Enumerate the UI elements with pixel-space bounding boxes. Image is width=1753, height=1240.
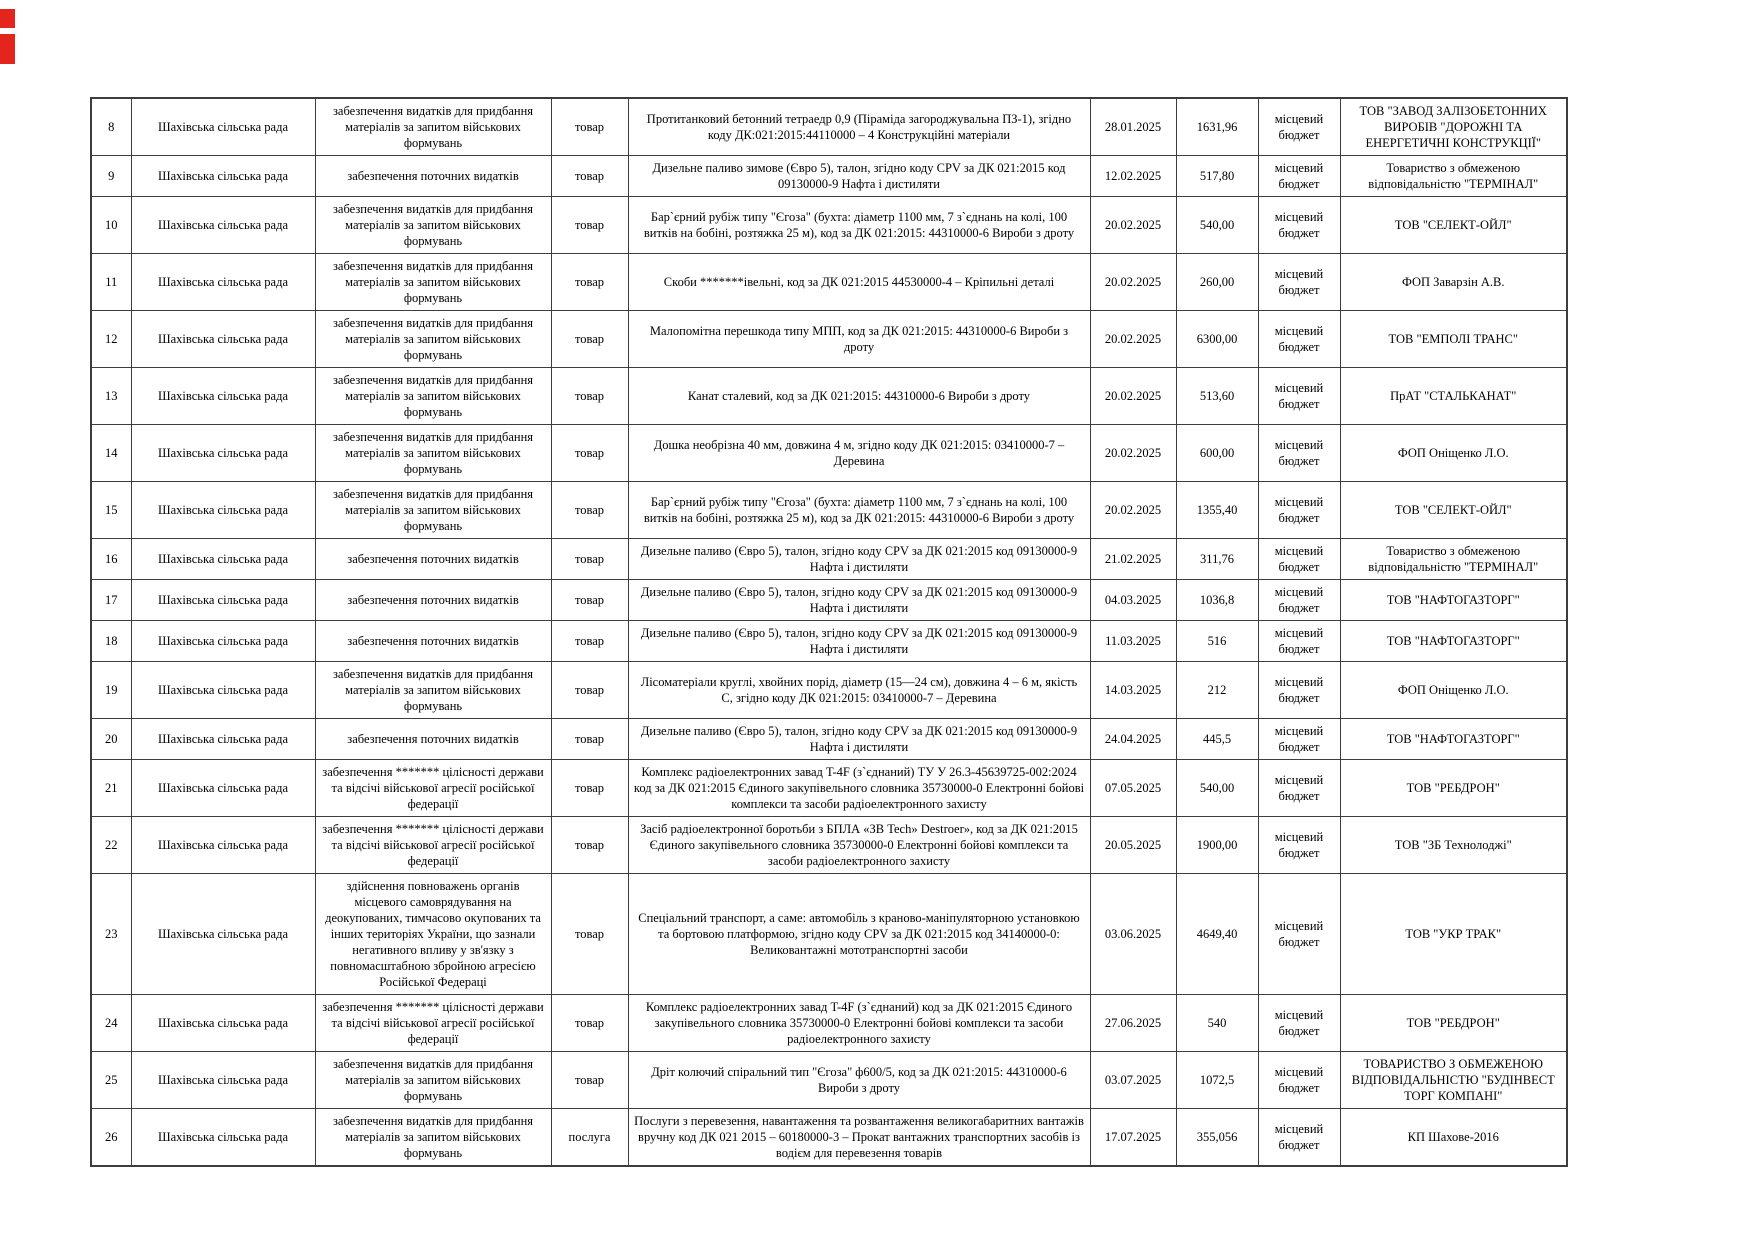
cell-date: 28.01.2025 <box>1090 98 1176 156</box>
cell-budget: місцевий бюджет <box>1258 874 1340 995</box>
table-row <box>91 760 1567 817</box>
cell-description: Комплекс радіоелектронних завад T-4F (з`єднаний) ТУ У 26.3-45639725-002:2024 код за ДК 021:2015 Єдиного закупівельного словника 35730000-0 Електронні бойові комплекси та засоби радіоелектронного захисту <box>628 760 1090 817</box>
cell-row-number: 10 <box>91 197 131 254</box>
cell-amount: 355,056 <box>1176 1109 1258 1167</box>
cell-amount: 1355,40 <box>1176 482 1258 539</box>
cell-row-number: 24 <box>91 995 131 1052</box>
cell-supplier: ФОП Оніщенко Л.О. <box>1340 425 1567 482</box>
table-row <box>91 580 1567 621</box>
cell-date: 24.04.2025 <box>1090 719 1176 760</box>
cell-row-number: 20 <box>91 719 131 760</box>
cell-organization: Шахівська сільська рада <box>131 874 315 995</box>
cell-type: товар <box>551 197 628 254</box>
cell-organization: Шахівська сільська рада <box>131 156 315 197</box>
cell-row-number: 15 <box>91 482 131 539</box>
cell-organization: Шахівська сільська рада <box>131 425 315 482</box>
cell-amount: 1900,00 <box>1176 817 1258 874</box>
cell-supplier: ПрАТ "СТАЛЬКАНАТ" <box>1340 368 1567 425</box>
cell-date: 20.05.2025 <box>1090 817 1176 874</box>
cell-organization: Шахівська сільська рада <box>131 368 315 425</box>
cell-organization: Шахівська сільська рада <box>131 719 315 760</box>
cell-description: Спеціальний транспорт, а саме: автомобіль з краново-маніпуляторною установкою та бортовою платформою, згідно коду CPV за ДК 021:2015 код 34140000-0: Великовантажні мототранспортні засоби <box>628 874 1090 995</box>
cell-type: товар <box>551 662 628 719</box>
cell-row-number: 12 <box>91 311 131 368</box>
cell-purpose: забезпечення поточних видатків <box>315 580 551 621</box>
cell-date: 17.07.2025 <box>1090 1109 1176 1167</box>
table-row <box>91 874 1567 995</box>
table-row <box>91 995 1567 1052</box>
cell-date: 07.05.2025 <box>1090 760 1176 817</box>
cell-supplier: ТОВ "УКР ТРАК" <box>1340 874 1567 995</box>
cell-budget: місцевий бюджет <box>1258 1109 1340 1167</box>
table-row <box>91 254 1567 311</box>
red-annotation-mark <box>0 9 15 28</box>
cell-description: Лісоматеріали круглі, хвойних порід, діаметр (15—24 см), довжина 4 – 6 м, якість С, згідно коду ДК 021:2015: 03410000-7 – Деревина <box>628 662 1090 719</box>
cell-supplier: ТОВ "СЕЛЕКТ-ОЙЛ" <box>1340 197 1567 254</box>
cell-date: 20.02.2025 <box>1090 254 1176 311</box>
cell-organization: Шахівська сільська рада <box>131 98 315 156</box>
cell-organization: Шахівська сільська рада <box>131 995 315 1052</box>
cell-amount: 1036,8 <box>1176 580 1258 621</box>
cell-amount: 516 <box>1176 621 1258 662</box>
table-row <box>91 539 1567 580</box>
cell-amount: 513,60 <box>1176 368 1258 425</box>
cell-purpose: забезпечення поточних видатків <box>315 156 551 197</box>
cell-supplier: ТОВ "РЕБДРОН" <box>1340 995 1567 1052</box>
cell-type: товар <box>551 817 628 874</box>
cell-purpose: здійснення повноважень органів місцевого самоврядування на деокупованих, тимчасово окупованих та інших територіях України, що зазнали негативного впливу у зв'язку з повномасштабною збройною агресією Російської Федераці <box>315 874 551 995</box>
cell-row-number: 14 <box>91 425 131 482</box>
cell-date: 03.07.2025 <box>1090 1052 1176 1109</box>
cell-organization: Шахівська сільська рада <box>131 482 315 539</box>
cell-row-number: 9 <box>91 156 131 197</box>
table-row <box>91 368 1567 425</box>
cell-supplier: ТОВ "НАФТОГАЗТОРГ" <box>1340 719 1567 760</box>
cell-purpose: забезпечення видатків для придбання матеріалів за запитом військових формувань <box>315 425 551 482</box>
cell-supplier: ТОВ "НАФТОГАЗТОРГ" <box>1340 580 1567 621</box>
cell-organization: Шахівська сільська рада <box>131 1109 315 1167</box>
cell-amount: 600,00 <box>1176 425 1258 482</box>
cell-amount: 311,76 <box>1176 539 1258 580</box>
cell-description: Дизельне паливо (Євро 5), талон, згідно коду CPV за ДК 021:2015 код 09130000-9 Нафта і дистиляти <box>628 719 1090 760</box>
cell-purpose: забезпечення ******* цілісності держави та відсічі військової агресії російської федерації <box>315 817 551 874</box>
table-row <box>91 719 1567 760</box>
cell-amount: 4649,40 <box>1176 874 1258 995</box>
cell-purpose: забезпечення видатків для придбання матеріалів за запитом військових формувань <box>315 1109 551 1167</box>
cell-supplier: ТОВАРИСТВО З ОБМЕЖЕНОЮ ВІДПОВІДАЛЬНІСТЮ "БУДІНВЕСТ ТОРГ КОМПАНІ" <box>1340 1052 1567 1109</box>
cell-description: Малопомітна перешкода типу МПП, код за ДК 021:2015: 44310000-6 Вироби з дроту <box>628 311 1090 368</box>
cell-type: товар <box>551 254 628 311</box>
cell-budget: місцевий бюджет <box>1258 156 1340 197</box>
cell-organization: Шахівська сільська рада <box>131 539 315 580</box>
red-annotation-mark <box>0 34 15 64</box>
cell-row-number: 26 <box>91 1109 131 1167</box>
cell-organization: Шахівська сільська рада <box>131 760 315 817</box>
cell-organization: Шахівська сільська рада <box>131 254 315 311</box>
cell-row-number: 18 <box>91 621 131 662</box>
cell-date: 20.02.2025 <box>1090 368 1176 425</box>
cell-date: 04.03.2025 <box>1090 580 1176 621</box>
cell-date: 21.02.2025 <box>1090 539 1176 580</box>
cell-budget: місцевий бюджет <box>1258 719 1340 760</box>
cell-amount: 540,00 <box>1176 760 1258 817</box>
cell-budget: місцевий бюджет <box>1258 98 1340 156</box>
cell-budget: місцевий бюджет <box>1258 482 1340 539</box>
cell-organization: Шахівська сільська рада <box>131 621 315 662</box>
cell-budget: місцевий бюджет <box>1258 254 1340 311</box>
cell-purpose: забезпечення видатків для придбання матеріалів за запитом військових формувань <box>315 1052 551 1109</box>
cell-supplier: ФОП Оніщенко Л.О. <box>1340 662 1567 719</box>
cell-type: товар <box>551 98 628 156</box>
table-row <box>91 156 1567 197</box>
cell-date: 20.02.2025 <box>1090 197 1176 254</box>
table-row <box>91 311 1567 368</box>
cell-organization: Шахівська сільська рада <box>131 662 315 719</box>
cell-supplier: Товариство з обмеженою відповідальністю "ТЕРМІНАЛ" <box>1340 539 1567 580</box>
cell-organization: Шахівська сільська рада <box>131 197 315 254</box>
cell-budget: місцевий бюджет <box>1258 662 1340 719</box>
cell-purpose: забезпечення поточних видатків <box>315 539 551 580</box>
cell-purpose: забезпечення видатків для придбання матеріалів за запитом військових формувань <box>315 254 551 311</box>
cell-budget: місцевий бюджет <box>1258 311 1340 368</box>
cell-amount: 6300,00 <box>1176 311 1258 368</box>
cell-description: Протитанковий бетонний тетраедр 0,9 (Піраміда загороджувальна ПЗ-1), згідно коду ДК:021:2015:44110000 – 4 Конструкційні матеріали <box>628 98 1090 156</box>
cell-description: Скоби *******івельні, код за ДК 021:2015 44530000-4 – Кріпильні деталі <box>628 254 1090 311</box>
cell-description: Дизельне паливо (Євро 5), талон, згідно коду CPV за ДК 021:2015 код 09130000-9 Нафта і дистиляти <box>628 621 1090 662</box>
cell-purpose: забезпечення видатків для придбання матеріалів за запитом військових формувань <box>315 311 551 368</box>
cell-amount: 517,80 <box>1176 156 1258 197</box>
cell-budget: місцевий бюджет <box>1258 539 1340 580</box>
cell-row-number: 11 <box>91 254 131 311</box>
cell-row-number: 21 <box>91 760 131 817</box>
cell-amount: 540 <box>1176 995 1258 1052</box>
cell-description: Бар`єрний рубіж типу "Єгоза" (бухта: діаметр 1100 мм, 7 з`єднань на колі, 100 витків на бобіні, розтяжка 25 м), код за ДК 021:2015: 44310000-6 Вироби з дроту <box>628 482 1090 539</box>
cell-purpose: забезпечення поточних видатків <box>315 719 551 760</box>
cell-type: товар <box>551 760 628 817</box>
cell-budget: місцевий бюджет <box>1258 368 1340 425</box>
cell-supplier: ТОВ "СЕЛЕКТ-ОЙЛ" <box>1340 482 1567 539</box>
table-row <box>91 425 1567 482</box>
cell-type: послуга <box>551 1109 628 1167</box>
cell-row-number: 8 <box>91 98 131 156</box>
cell-type: товар <box>551 539 628 580</box>
cell-supplier: ТОВ "РЕБДРОН" <box>1340 760 1567 817</box>
cell-purpose: забезпечення видатків для придбання матеріалів за запитом військових формувань <box>315 197 551 254</box>
cell-row-number: 13 <box>91 368 131 425</box>
table-row <box>91 662 1567 719</box>
cell-type: товар <box>551 1052 628 1109</box>
cell-description: Дизельне паливо зимове (Євро 5), талон, згідно коду CPV за ДК 021:2015 код 09130000-9 Нафта і дистиляти <box>628 156 1090 197</box>
cell-type: товар <box>551 482 628 539</box>
cell-budget: місцевий бюджет <box>1258 817 1340 874</box>
cell-purpose: забезпечення видатків для придбання матеріалів за запитом військових формувань <box>315 98 551 156</box>
cell-organization: Шахівська сільська рада <box>131 311 315 368</box>
cell-supplier: Товариство з обмеженою відповідальністю "ТЕРМІНАЛ" <box>1340 156 1567 197</box>
cell-description: Канат сталевий, код за ДК 021:2015: 44310000-6 Вироби з дроту <box>628 368 1090 425</box>
cell-date: 12.02.2025 <box>1090 156 1176 197</box>
cell-amount: 212 <box>1176 662 1258 719</box>
cell-row-number: 19 <box>91 662 131 719</box>
cell-row-number: 17 <box>91 580 131 621</box>
cell-type: товар <box>551 874 628 995</box>
cell-type: товар <box>551 311 628 368</box>
cell-type: товар <box>551 580 628 621</box>
table-row <box>91 197 1567 254</box>
cell-description: Дизельне паливо (Євро 5), талон, згідно коду CPV за ДК 021:2015 код 09130000-9 Нафта і дистиляти <box>628 539 1090 580</box>
cell-amount: 1072,5 <box>1176 1052 1258 1109</box>
cell-row-number: 16 <box>91 539 131 580</box>
cell-description: Дошка необрізна 40 мм, довжина 4 м, згідно коду ДК 021:2015: 03410000-7 – Деревина <box>628 425 1090 482</box>
cell-organization: Шахівська сільська рада <box>131 817 315 874</box>
cell-purpose: забезпечення видатків для придбання матеріалів за запитом військових формувань <box>315 368 551 425</box>
cell-budget: місцевий бюджет <box>1258 425 1340 482</box>
cell-supplier: КП Шахове-2016 <box>1340 1109 1567 1167</box>
cell-amount: 540,00 <box>1176 197 1258 254</box>
cell-purpose: забезпечення видатків для придбання матеріалів за запитом військових формувань <box>315 482 551 539</box>
cell-type: товар <box>551 156 628 197</box>
cell-budget: місцевий бюджет <box>1258 1052 1340 1109</box>
cell-purpose: забезпечення поточних видатків <box>315 621 551 662</box>
cell-amount: 260,00 <box>1176 254 1258 311</box>
cell-type: товар <box>551 368 628 425</box>
cell-supplier: ТОВ "ЗАВОД ЗАЛІЗОБЕТОННИХ ВИРОБІВ "ДОРОЖНІ ТА ЕНЕРГЕТИЧНІ КОНСТРУКЦІЇ" <box>1340 98 1567 156</box>
cell-amount: 445,5 <box>1176 719 1258 760</box>
cell-budget: місцевий бюджет <box>1258 760 1340 817</box>
cell-type: товар <box>551 621 628 662</box>
cell-budget: місцевий бюджет <box>1258 621 1340 662</box>
cell-row-number: 23 <box>91 874 131 995</box>
cell-purpose: забезпечення видатків для придбання матеріалів за запитом військових формувань <box>315 662 551 719</box>
table-row <box>91 817 1567 874</box>
table-body <box>91 98 1567 1166</box>
cell-date: 20.02.2025 <box>1090 482 1176 539</box>
cell-description: Засіб радіоелектронної боротьби з БПЛА «ЗВ Tech» Destroer», код за ДК 021:2015 Єдиного закупівельного словника 35730000-0 Електронні бойові комплекси та засоби радіоелектронного захисту <box>628 817 1090 874</box>
cell-date: 11.03.2025 <box>1090 621 1176 662</box>
cell-amount: 1631,96 <box>1176 98 1258 156</box>
cell-date: 14.03.2025 <box>1090 662 1176 719</box>
cell-description: Дизельне паливо (Євро 5), талон, згідно коду CPV за ДК 021:2015 код 09130000-9 Нафта і дистиляти <box>628 580 1090 621</box>
cell-supplier: ТОВ "ЕМПОЛІ ТРАНС" <box>1340 311 1567 368</box>
cell-supplier: ФОП Заварзін А.В. <box>1340 254 1567 311</box>
cell-type: товар <box>551 995 628 1052</box>
procurement-table <box>90 97 1568 1167</box>
table-row <box>91 1109 1567 1167</box>
cell-description: Дріт колючий спіральний тип "Єгоза" ф600/5, код за ДК 021:2015: 44310000-6 Вироби з дроту <box>628 1052 1090 1109</box>
cell-row-number: 25 <box>91 1052 131 1109</box>
cell-date: 20.02.2025 <box>1090 425 1176 482</box>
cell-date: 20.02.2025 <box>1090 311 1176 368</box>
cell-supplier: ТОВ "ЗБ Технолоджі" <box>1340 817 1567 874</box>
cell-date: 03.06.2025 <box>1090 874 1176 995</box>
table-row <box>91 98 1567 156</box>
cell-type: товар <box>551 425 628 482</box>
cell-date: 27.06.2025 <box>1090 995 1176 1052</box>
table-row <box>91 482 1567 539</box>
cell-description: Послуги з перевезення, навантаження та розвантаження великогабаритних вантажів вручну код ДК 021 2015 – 60180000-3 – Прокат вантажних транспортних засобів із водієм для перевезення товарів <box>628 1109 1090 1167</box>
cell-budget: місцевий бюджет <box>1258 995 1340 1052</box>
cell-budget: місцевий бюджет <box>1258 580 1340 621</box>
table-row <box>91 1052 1567 1109</box>
cell-supplier: ТОВ "НАФТОГАЗТОРГ" <box>1340 621 1567 662</box>
table-row <box>91 621 1567 662</box>
cell-description: Бар`єрний рубіж типу "Єгоза" (бухта: діаметр 1100 мм, 7 з`єднань на колі, 100 витків на бобіні, розтяжка 25 м), код за ДК 021:2015: 44310000-6 Вироби з дроту <box>628 197 1090 254</box>
cell-purpose: забезпечення ******* цілісності держави та відсічі військової агресії російської федерації <box>315 995 551 1052</box>
cell-organization: Шахівська сільська рада <box>131 580 315 621</box>
cell-description: Комплекс радіоелектронних завад T-4F (з`єднаний) код за ДК 021:2015 Єдиного закупівельного словника 35730000-0 Електронні бойові комплекси та засоби радіоелектронного захисту <box>628 995 1090 1052</box>
cell-type: товар <box>551 719 628 760</box>
cell-budget: місцевий бюджет <box>1258 197 1340 254</box>
cell-purpose: забезпечення ******* цілісності держави та відсічі військової агресії російської федерації <box>315 760 551 817</box>
cell-organization: Шахівська сільська рада <box>131 1052 315 1109</box>
cell-row-number: 22 <box>91 817 131 874</box>
